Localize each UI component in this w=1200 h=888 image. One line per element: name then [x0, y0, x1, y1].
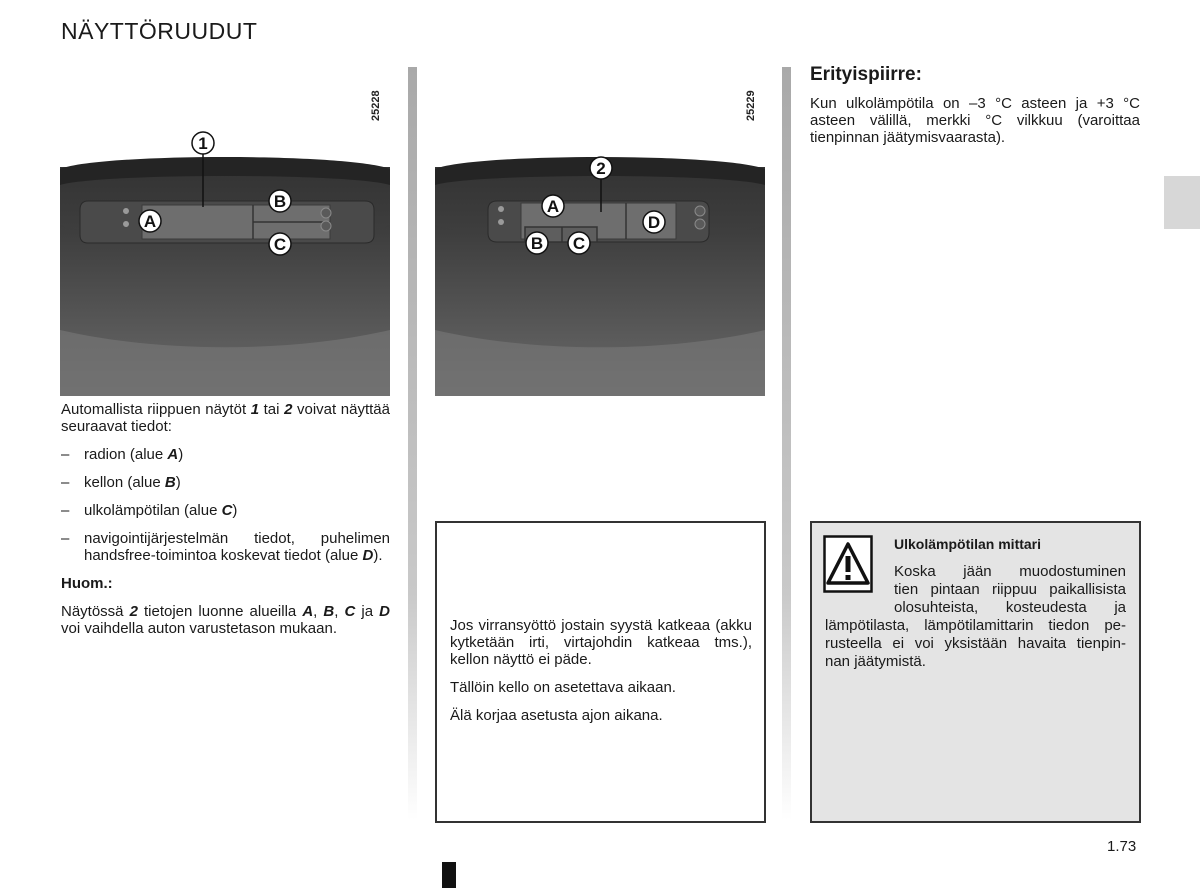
label-a [139, 210, 161, 232]
temperature-warning-box [810, 521, 1141, 823]
intro-paragraph: Automallista riippuen näytöt 1 tai 2 voivat näyttää seuraavat tiedot: [61, 401, 390, 435]
figure1-display-illustration [60, 125, 390, 396]
list-item: – ulkolämpötilan (alue C) [61, 502, 238, 519]
callout-1 [192, 132, 214, 154]
note-paragraph: Näytössä 2 tietojen luonne alueilla A, B, C ja D voi vaihdella auton varustetason mukaan. [61, 603, 390, 637]
label-a [542, 195, 564, 217]
label-c [269, 233, 291, 255]
page-title: NÄYTTÖRUUDUT [61, 18, 258, 44]
figure2-display-illustration [435, 150, 765, 396]
svg-text:C: C [273, 235, 287, 254]
warning-heading: Ulkolämpötilan mittari [894, 536, 1042, 552]
page-edge-marker [442, 862, 456, 888]
chapter-thumb-tab [1164, 176, 1200, 229]
clock-note-p2: Tällöin kello on asetettava aikaan. [450, 679, 676, 696]
svg-text:B: B [273, 192, 287, 211]
label-c [568, 232, 590, 254]
svg-text:A: A [546, 197, 560, 216]
svg-text:C: C [572, 234, 586, 253]
clock-note-p3: Älä korjaa asetusta ajon aikana. [450, 707, 663, 724]
list-item: – navigointijärjestelmän tiedot, puhelimen handsfree-toimintoa koskevat tiedot (alue D). [61, 530, 390, 564]
label-b [526, 232, 548, 254]
svg-text:B: B [530, 234, 544, 253]
callout-2 [590, 157, 612, 179]
warning-text-indented: Koska jään muodostuminen tien pintaan riippuu paikallisista olosuhteista, kosteudesta ja [894, 563, 1126, 616]
warning-text-full: lämpötilasta, lämpötilamittarin tiedon pe- rusteella ei voi yksistään havaita tienpin- nan jäätymistä. [825, 617, 1126, 670]
callout-2-label: 2 [596, 159, 606, 178]
svg-text:D: D [647, 213, 661, 232]
clock-note-p1: Jos virransyöttö jostain syystä katkeaa (akku kytketään irti, virtajohdin katkeaa tms.), kellon näyttö ei päde. [450, 617, 752, 668]
clock-note-box [435, 521, 766, 823]
label-b [269, 190, 291, 212]
column-separator-1 [408, 67, 417, 820]
note-heading: Huom.: [61, 575, 113, 592]
special-feature-text: Kun ulkolämpötila on –3 °C asteen ja +3 °C asteen välillä, merkki °C vilkkuu (varoittaa tienpinnan jäätymisvaarasta). [810, 95, 1140, 146]
callout-1-label: 1 [198, 134, 208, 153]
label-d [643, 211, 665, 233]
figure1-code: 25228 [370, 90, 382, 121]
svg-text:A: A [143, 212, 157, 231]
page-number: 1.73 [1107, 838, 1137, 855]
column-separator-2 [782, 67, 791, 820]
list-item: – radion (alue A) [61, 446, 184, 463]
column1-text [61, 401, 390, 646]
warning-triangle-icon [823, 535, 873, 593]
special-feature-heading: Erityispiirre: [810, 64, 922, 85]
figure2-code: 25229 [745, 90, 757, 121]
list-item: – kellon (alue B) [61, 474, 181, 491]
